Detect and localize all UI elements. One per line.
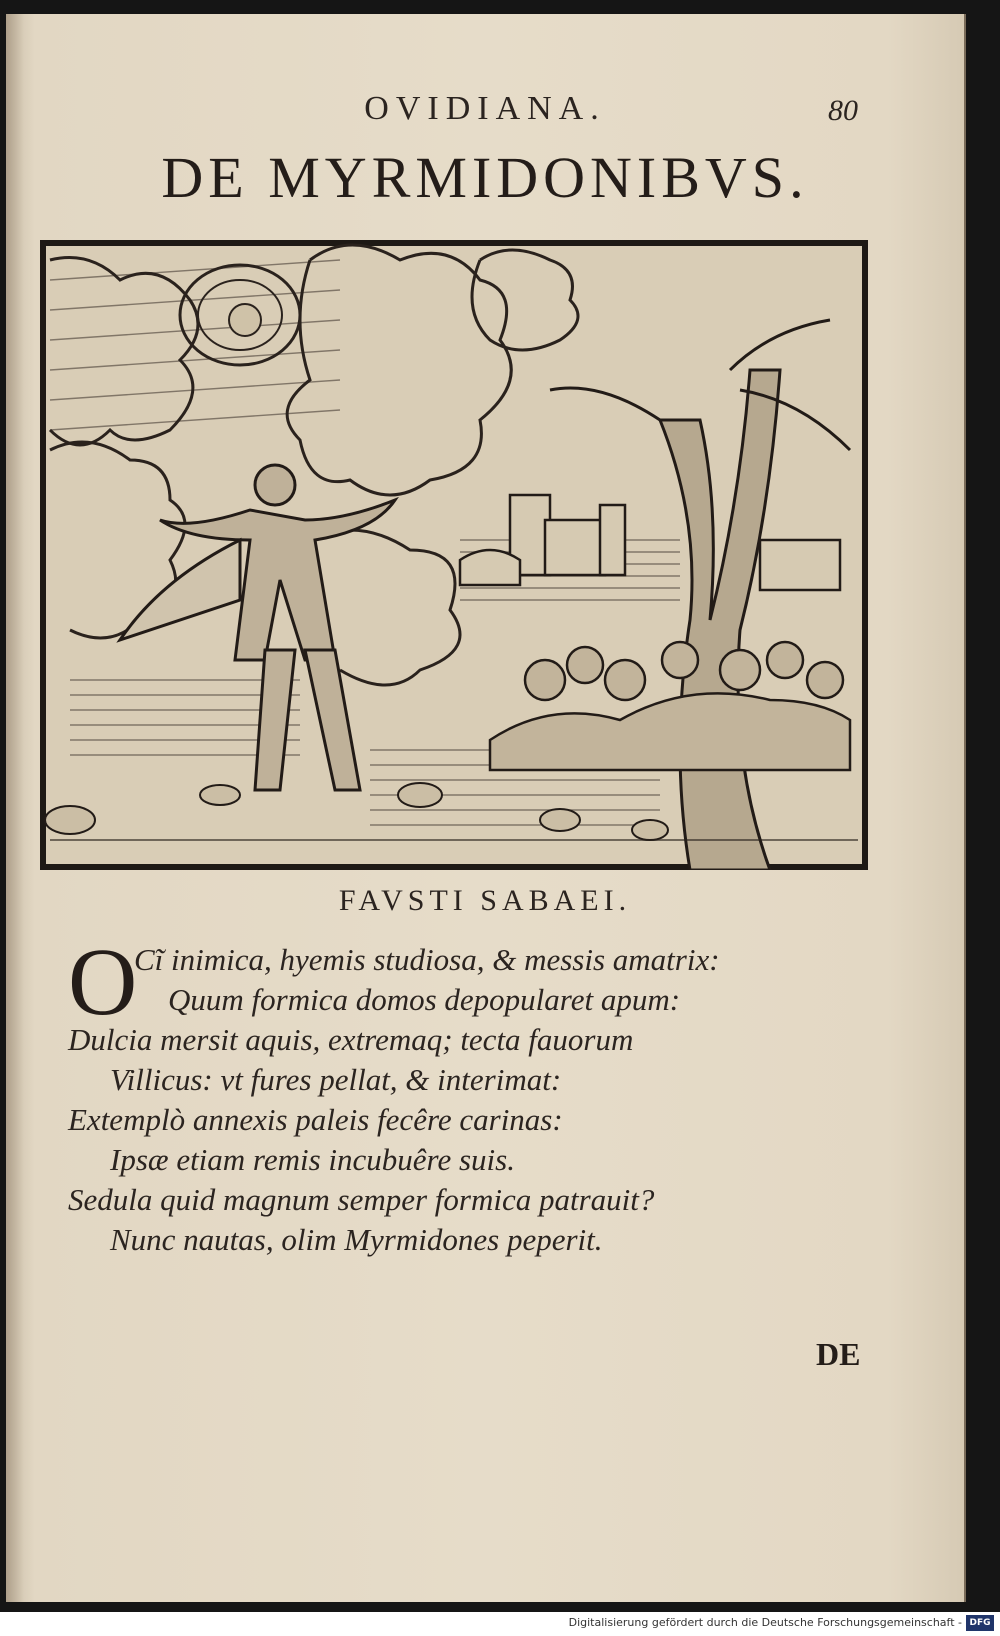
footer-bar xyxy=(0,1612,1000,1636)
drop-cap: O xyxy=(68,928,138,1035)
catchword: DE xyxy=(816,1336,861,1372)
verse-line-6: Ipsæ etiam remis incubuêre suis. xyxy=(110,1142,515,1177)
woodcut-caption: FAVSTI SABAEI. xyxy=(338,884,632,917)
funding-credit: Digitalisierung gefördert durch die Deutsche Forschungsgemeinschaft - xyxy=(568,1616,962,1629)
running-head: OVIDIANA. xyxy=(364,90,606,127)
verse-line-8: Nunc nautas, olim Myrmidones peperit. xyxy=(110,1222,603,1257)
dfg-logo: DFG xyxy=(966,1615,994,1631)
verse-line-2: Quum formica domos depopularet apum: xyxy=(168,982,681,1017)
verse-line-4: Villicus: vt fures pellat, & interimat: xyxy=(110,1062,562,1097)
page-number: 80 xyxy=(828,94,858,127)
verse-line-3: Dulcia mersit aquis, extremaq; tecta fauorum xyxy=(68,1022,634,1057)
halo-figure xyxy=(180,265,300,365)
page-title: DE MYRMIDONIBVS. xyxy=(161,145,809,210)
verse-line-5: Extemplò annexis paleis fecêre carinas: xyxy=(68,1102,563,1137)
verse-line-1: Cĩ inimica, hyemis studiosa, & messis amatrix: xyxy=(134,942,720,977)
verse-line-7: Sedula quid magnum semper formica patrauit? xyxy=(68,1182,655,1217)
book-page xyxy=(6,14,966,1602)
woodcut-illustration xyxy=(40,240,868,870)
